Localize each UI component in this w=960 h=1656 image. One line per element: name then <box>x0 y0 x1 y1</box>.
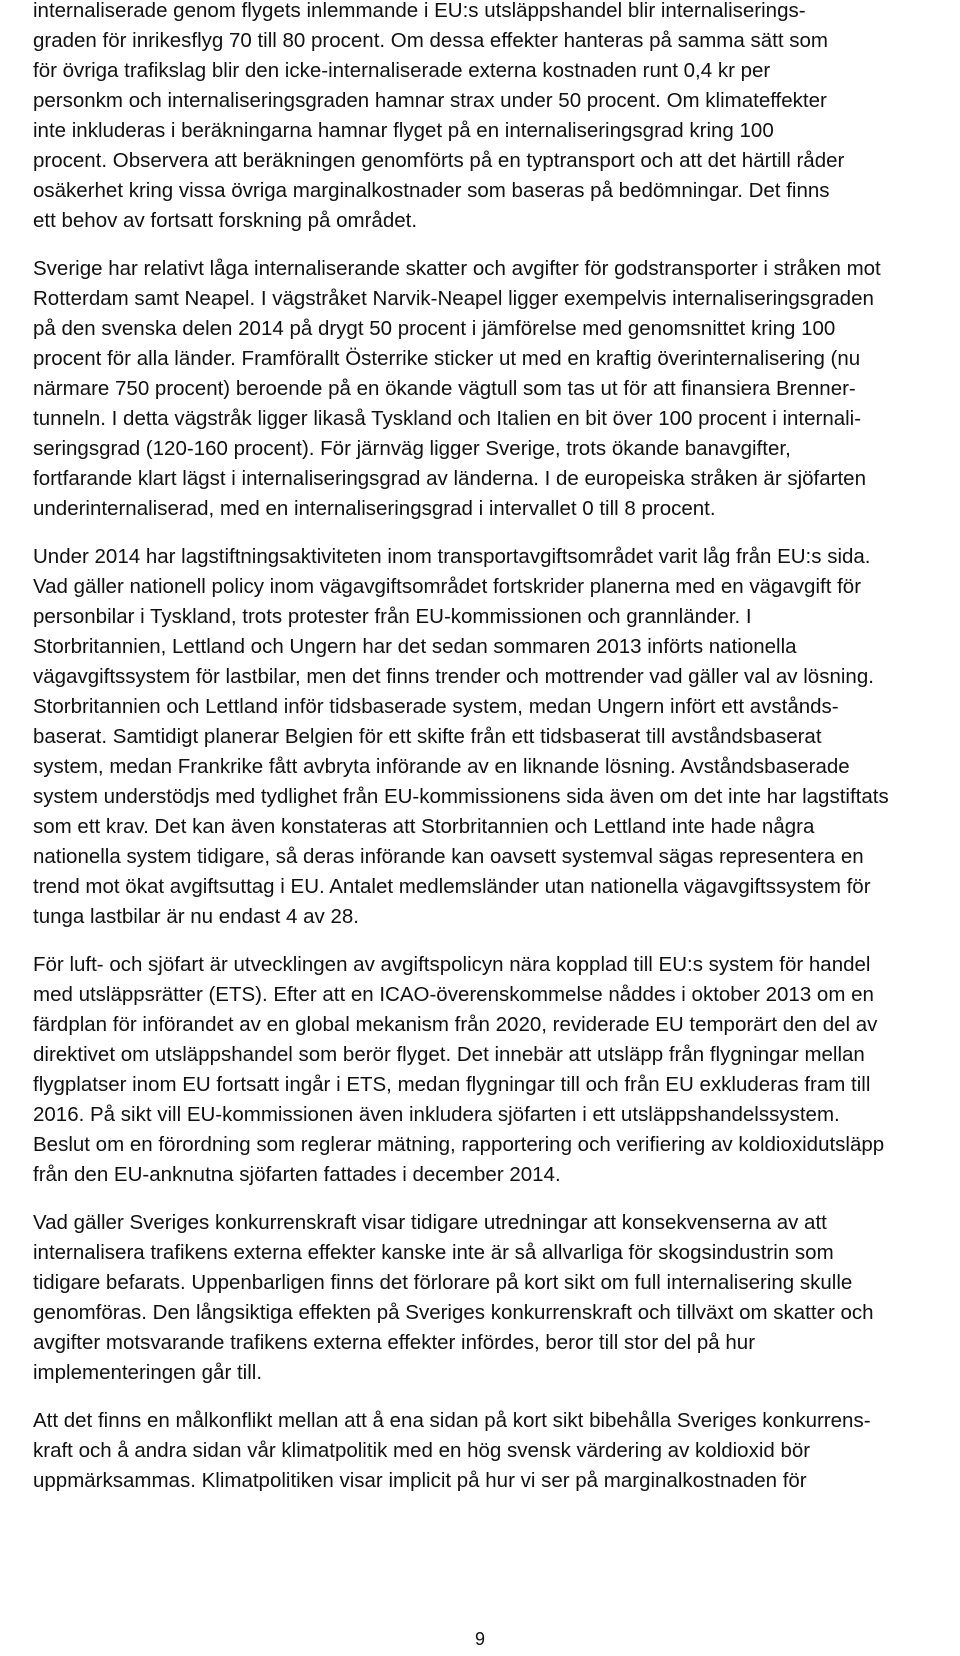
text-line: procent för alla länder. Framförallt Österrike sticker ut med en kraftig överinternalisering (nu <box>33 347 861 370</box>
text-line: kraft och å andra sidan vår klimatpolitik med en hög svensk värdering av koldioxid bör <box>33 1439 811 1462</box>
text-line: genomföras. Den långsiktiga effekten på Sveriges konkurrenskraft och tillväxt om skatter och <box>33 1301 874 1324</box>
text-line: underinternaliserad, med en internaliseringsgrad i intervallet 0 till 8 procent. <box>33 497 716 520</box>
text-line: fortfarande klart lägst i internaliseringsgrad av länderna. I de europeiska stråken är sjöfarten <box>33 467 866 490</box>
text-line: Rotterdam samt Neapel. I vägstråket Narvik-Neapel ligger exempelvis internaliseringsgraden <box>33 287 874 310</box>
paragraph <box>33 0 938 236</box>
text-line: seringsgrad (120-160 procent). För järnväg ligger Sverige, trots ökande banavgifter, <box>33 437 791 460</box>
text-line: 2016. På sikt vill EU-kommissionen även inkludera sjöfarten i ett utsläppshandelssystem. <box>33 1103 840 1126</box>
text-line: på den svenska delen 2014 på drygt 50 procent i jämförelse med genomsnittet kring 100 <box>33 317 836 340</box>
text-line: trend mot ökat avgiftsuttag i EU. Antalet medlemsländer utan nationella vägavgiftssystem för <box>33 875 871 898</box>
text-line: med utsläppsrätter (ETS). Efter att en ICAO-överenskommelse nåddes i oktober 2013 om en <box>33 983 874 1006</box>
text-line: vägavgiftssystem för lastbilar, men det finns trender och mottrender vad gäller val av lösning. <box>33 665 874 688</box>
text-line: system understödjs med tydlighet från EU-kommissionens sida även om det inte har lagstiftats <box>33 785 889 808</box>
text-line: procent. Observera att beräkningen genomförts på en typtransport och att det härtill råder <box>33 149 845 172</box>
text-line: avgifter motsvarande trafikens externa effekter infördes, beror till stor del på hur <box>33 1331 756 1354</box>
text-line: Storbritannien och Lettland inför tidsbaserade system, medan Ungern infört ett avstånds- <box>33 695 839 718</box>
text-line: flygplatser inom EU fortsatt ingår i ETS, medan flygningar till och från EU exkluderas fram till <box>33 1073 871 1096</box>
text-line: Storbritannien, Lettland och Ungern har det sedan sommaren 2013 införts nationella <box>33 635 797 658</box>
text-line: närmare 750 procent) beroende på en ökande vägtull som tas ut för att finansiera Brenner- <box>33 377 856 400</box>
text-line: graden för inrikesflyg 70 till 80 procent. Om dessa effekter hanteras på samma sätt som <box>33 29 828 52</box>
text-line: Vad gäller nationell policy inom vägavgiftsområdet fortskrider planerna med en vägavgift för <box>33 575 862 598</box>
text-line: inte inkluderas i beräkningarna hamnar flyget på en internaliseringsgrad kring 100 <box>33 119 774 142</box>
text-line: nationella system tidigare, så deras införande kan oavsett systemval sägas representera en <box>33 845 864 868</box>
text-line: tunneln. I detta vägstråk ligger likaså Tyskland och Italien en bit över 100 procent i internali- <box>33 407 862 430</box>
text-line: personkm och internaliseringsgraden hamnar strax under 50 procent. Om klimateffekter <box>33 89 827 112</box>
text-line: Under 2014 har lagstiftningsaktiviteten inom transportavgiftsområdet varit låg från EU:s sida. <box>33 545 871 568</box>
text-line: implementeringen går till. <box>33 1361 263 1384</box>
text-line: för övriga trafikslag blir den icke-internaliserade externa kostnaden runt 0,4 kr per <box>33 59 771 82</box>
text-line: system, medan Frankrike fått avbryta införande av en liknande lösning. Avståndsbaserade <box>33 755 850 778</box>
text-line: internalisera trafikens externa effekter kanske inte är så allvarliga för skogsindustrin som <box>33 1241 834 1264</box>
text-line: uppmärksammas. Klimatpolitiken visar implicit på hur vi ser på marginalkostnaden för <box>33 1469 807 1492</box>
text-line: Beslut om en förordning som reglerar mätning, rapportering och verifiering av koldioxidutsläpp <box>33 1133 885 1156</box>
text-line: Sverige har relativt låga internaliserande skatter och avgifter för godstransporter i stråken mot <box>33 257 881 280</box>
page-number: 9 <box>474 1629 485 1649</box>
text-line: osäkerhet kring vissa övriga marginalkostnader som baseras på bedömningar. Det finns <box>33 179 830 202</box>
paragraph <box>33 542 938 932</box>
text-line: personbilar i Tyskland, trots protester från EU-kommissionen och grannländer. I <box>33 605 752 628</box>
paragraph <box>33 1208 938 1388</box>
text-line: direktivet om utsläppshandel som berör flyget. Det innebär att utsläpp från flygningar mellan <box>33 1043 865 1066</box>
text-line: ett behov av fortsatt forskning på området. <box>33 209 418 232</box>
text-line: internaliserade genom flygets inlemmande i EU:s utsläppshandel blir internaliserings- <box>33 0 806 22</box>
text-line: färdplan för införandet av en global mekanism från 2020, reviderade EU temporärt den del av <box>33 1013 878 1036</box>
text-line: tunga lastbilar är nu endast 4 av 28. <box>33 905 359 928</box>
text-line: För luft- och sjöfart är utvecklingen av avgiftspolicyn nära kopplad till EU:s system för handel <box>33 953 871 976</box>
text-line: som ett krav. Det kan även konstateras att Storbritannien och Lettland inte hade några <box>33 815 815 838</box>
text-line: baserat. Samtidigt planerar Belgien för ett skifte från ett tidsbaserat till avståndsbaserat <box>33 725 822 748</box>
paragraph <box>33 1406 938 1496</box>
text-line: Att det finns en målkonflikt mellan att å ena sidan på kort sikt bibehålla Sveriges konkurrens- <box>33 1409 871 1432</box>
text-line: från den EU-anknutna sjöfarten fattades i december 2014. <box>33 1163 561 1186</box>
document-page <box>33 0 938 1514</box>
text-line: tidigare befarats. Uppenbarligen finns det förlorare på kort sikt om full internalisering skulle <box>33 1271 853 1294</box>
paragraph <box>33 950 938 1190</box>
text-line: Vad gäller Sveriges konkurrenskraft visar tidigare utredningar att konsekvenserna av att <box>33 1211 827 1234</box>
paragraph <box>33 254 938 524</box>
